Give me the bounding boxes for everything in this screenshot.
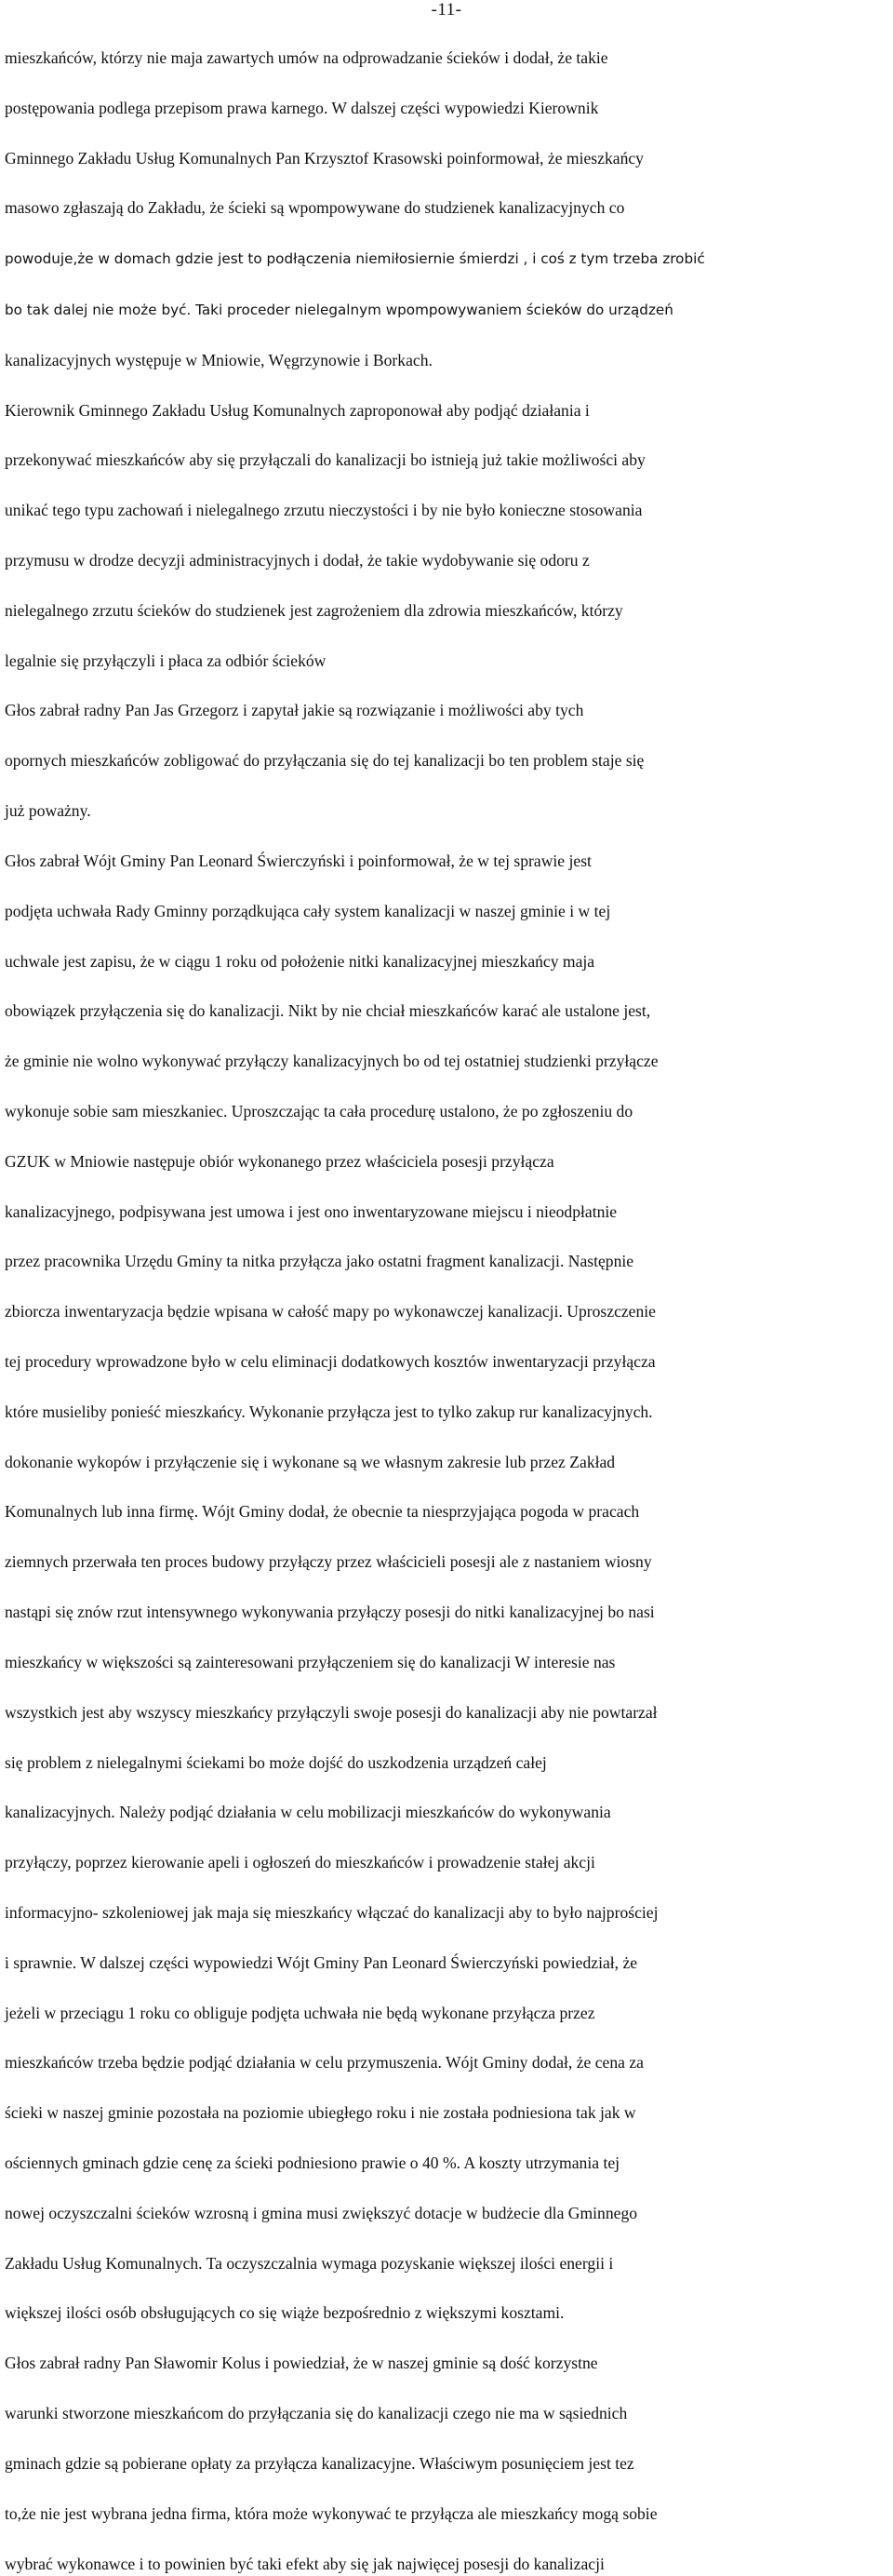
text-line: mieszkańcy w większości są zainteresowani przyłączeniem się do kanalizacji W interesie nas [5,1652,616,1671]
text-line: Głos zabrał radny Pan Jas Grzegorz i zapytał jakie są rozwiązanie i możliwości aby tych [5,701,584,720]
text-line: ziemnych przerwała ten proces budowy przyłączy przez właścicieli posesji ale z nastaniem wiosny [5,1552,652,1572]
text-line: uchwale jest zapisu, że w ciągu 1 roku od położenie nitki kanalizacyjnej mieszkańcy maja [5,951,595,971]
text-line: kanalizacyjnych. Należy podjąć działania w celu mobilizacji mieszkańców do wykonywania [5,1803,611,1822]
text-line: dokonanie wykopów i przyłączenie się i wykonane są we własnym zakresie lub przez Zakład [5,1452,616,1471]
text-line: Komunalnych lub inna firmę. Wójt Gminy dodał, że obecnie ta niesprzyjająca pogoda w pracach [5,1502,640,1522]
paragraph-sewage-intro [5,20,889,373]
text-line: bo tak dalej nie może być. Taki proceder nielegalnym wpompowywaniem ścieków do urządzeń [5,301,673,318]
text-line: Kierownik Gminnego Zakładu Usług Komunalnych zaproponował aby podjąć działania i [5,400,590,420]
text-line: przyłączy, poprzez kierowanie apeli i ogłoszeń do mieszkańców i prowadzenie stałej akcji [5,1853,595,1872]
paragraph-manager-proposal [5,373,889,674]
text-line: nastąpi się znów rzut intensywnego wykonywania przyłączy posesji do nitki kanalizacyjnej bo nasi [5,1603,655,1622]
text-line: nowej oczyszczalni ścieków wzrosną i gmina musi zwiększyć dotacje w budżecie dla Gminnego [5,2203,638,2222]
text-line: zbiorcza inwentaryzacja będzie wpisana w całość mapy po wykonawczej kanalizacji. Uproszczenie [5,1302,656,1322]
text-line: wszystkich jest aby wszyscy mieszkańcy przyłączyli swoje posesji do kanalizacji aby nie powtarzał [5,1702,658,1722]
text-line: większej ilości osób obsługujących co się wiąże bezpośrednio z większymi kosztami. [5,2303,565,2323]
text-line: unikać tego typu zachowań i nielegalnego zrzutu nieczystości i by nie było konieczne stosowania [5,501,643,520]
text-line: się problem z nielegalnymi ściekami bo może dojść do uszkodzenia urządzeń całej [5,1752,547,1772]
text-line: ścieki w naszej gminie pozostała na poziomie ubiegłego roku i nie została podniesiona tak jak w [5,2103,636,2123]
text-line: powoduje,że w domach gdzie jest to podłączenia niemiłosiernie śmierdzi , i coś z tym trzeba zrobić [5,250,705,268]
text-line: mieszkańców, którzy nie maja zawartych umów na odprowadzanie ścieków i dodał, że takie [5,47,608,67]
text-line: i sprawnie. W dalszej części wypowiedzi Wójt Gminy Pan Leonard Świerczyński powiedział, że [5,1952,638,1972]
text-line: podjęta uchwała Rady Gminny porządkująca cały system kanalizacji w naszej gminie i w tej [5,901,611,920]
text-line: Głos zabrał radny Pan Sławomir Kolus i powiedział, że w naszej gminie są dość korzystne [5,2354,598,2373]
paragraph-wojt-statement [5,824,889,2326]
text-line: Gminnego Zakładu Usług Komunalnych Pan Krzysztof Krasowski poinformował, że mieszkańcy [5,148,644,168]
text-line: ościennych gminach gdzie cenę za ścieki podniesiono prawie o 40 %. A koszty utrzymania tej [5,2153,620,2173]
text-line: legalnie się przyłączyli i płaca za odbiór ścieków [5,651,327,670]
paragraph-councillor-kolus [5,2326,889,2576]
text-line: mieszkańców trzeba będzie podjąć działania w celu przymuszenia. Wójt Gminy dodał, że cena za [5,2053,644,2073]
text-line: postępowania podlega przepisom prawa karnego. W dalszej części wypowiedzi Kierownik [5,98,599,117]
text-line: kanalizacyjnych występuje w Mniowie, Węgrzynowie i Borkach. [5,350,433,369]
text-line: kanalizacyjnego, podpisywana jest umowa i jest ono inwentaryzowane miejscu i nieodpłatnie [5,1201,618,1221]
text-line: GZUK w Mniowie następuje obiór wykonanego przez właściciela posesji przyłącza [5,1151,554,1171]
text-line: warunki stworzone mieszkańcom do przyłączania się do kanalizacji czego nie ma w sąsiednich [5,2404,628,2423]
text-line: Zakładu Usług Komunalnych. Ta oczyszczalnia wymaga pozyskanie większej ilości energii i [5,2253,614,2273]
text-line: już poważny. [5,801,91,821]
text-line: opornych mieszkańców zobligować do przyłączania się do tej kanalizacji bo ten problem staje się [5,751,645,771]
text-line: masowo zgłaszają do Zakładu, że ścieki są wpompowywane do studzienek kanalizacyjnych co [5,198,625,218]
text-line: przez pracownika Urzędu Gminy ta nitka przyłącza jako ostatni fragment kanalizacji. Następnie [5,1252,634,1271]
document-body [5,20,889,2576]
text-line: które musieliby ponieść mieszkańcy. Wykonanie przyłącza jest to tylko zakup rur kanalizacyjnych. [5,1402,653,1421]
paragraph-councillor-jas [5,674,889,824]
text-line: jeżeli w przeciągu 1 roku co obliguje podjęta uchwała nie będą wykonane przyłącza przez [5,2003,595,2022]
text-line: nielegalnego zrzutu ścieków do studzienek jest zagrożeniem dla zdrowia mieszkańców, którzy [5,600,623,620]
text-line: to,że nie jest wybrana jedna firma, która może wykonywać te przyłącza ale mieszkańcy mogą sobie [5,2503,658,2523]
text-line: informacyjno- szkoleniowej jak maja się mieszkańcy włączać do kanalizacji aby to było najprościej [5,1902,659,1922]
text-line: przekonywać mieszkańców aby się przyłączali do kanalizacji bo istnieją już takie możliwości aby [5,450,646,470]
page-number: -11- [431,0,462,20]
text-line: przymusu w drodze decyzji administracyjnych i dodał, że takie wydobywanie się odoru z [5,551,590,570]
text-line: wybrać wykonawce i to powinien być taki efekt aby się jak najwięcej posesji do kanalizacji [5,2554,605,2573]
text-line: obowiązek przyłączenia się do kanalizacji. Nikt by nie chciał mieszkańców karać ale ustalone jest, [5,1001,651,1021]
text-line: że gminie nie wolno wykonywać przyłączy kanalizacyjnych bo od tej ostatniej studzienki przyłącze [5,1052,659,1071]
text-line: gminach gdzie są pobierane opłaty za przyłącza kanalizacyjne. Właściwym posunięciem jest tez [5,2453,634,2473]
text-line: tej procedury wprowadzone było w celu eliminacji dodatkowych kosztów inwentaryzacji przyłącza [5,1352,656,1372]
text-line: wykonuje sobie sam mieszkaniec. Uproszczając ta cała procedurę ustalono, że po zgłoszeniu do [5,1101,633,1120]
text-line: Głos zabrał Wójt Gminy Pan Leonard Świerczyński i poinformował, że w tej sprawie jest [5,851,592,870]
